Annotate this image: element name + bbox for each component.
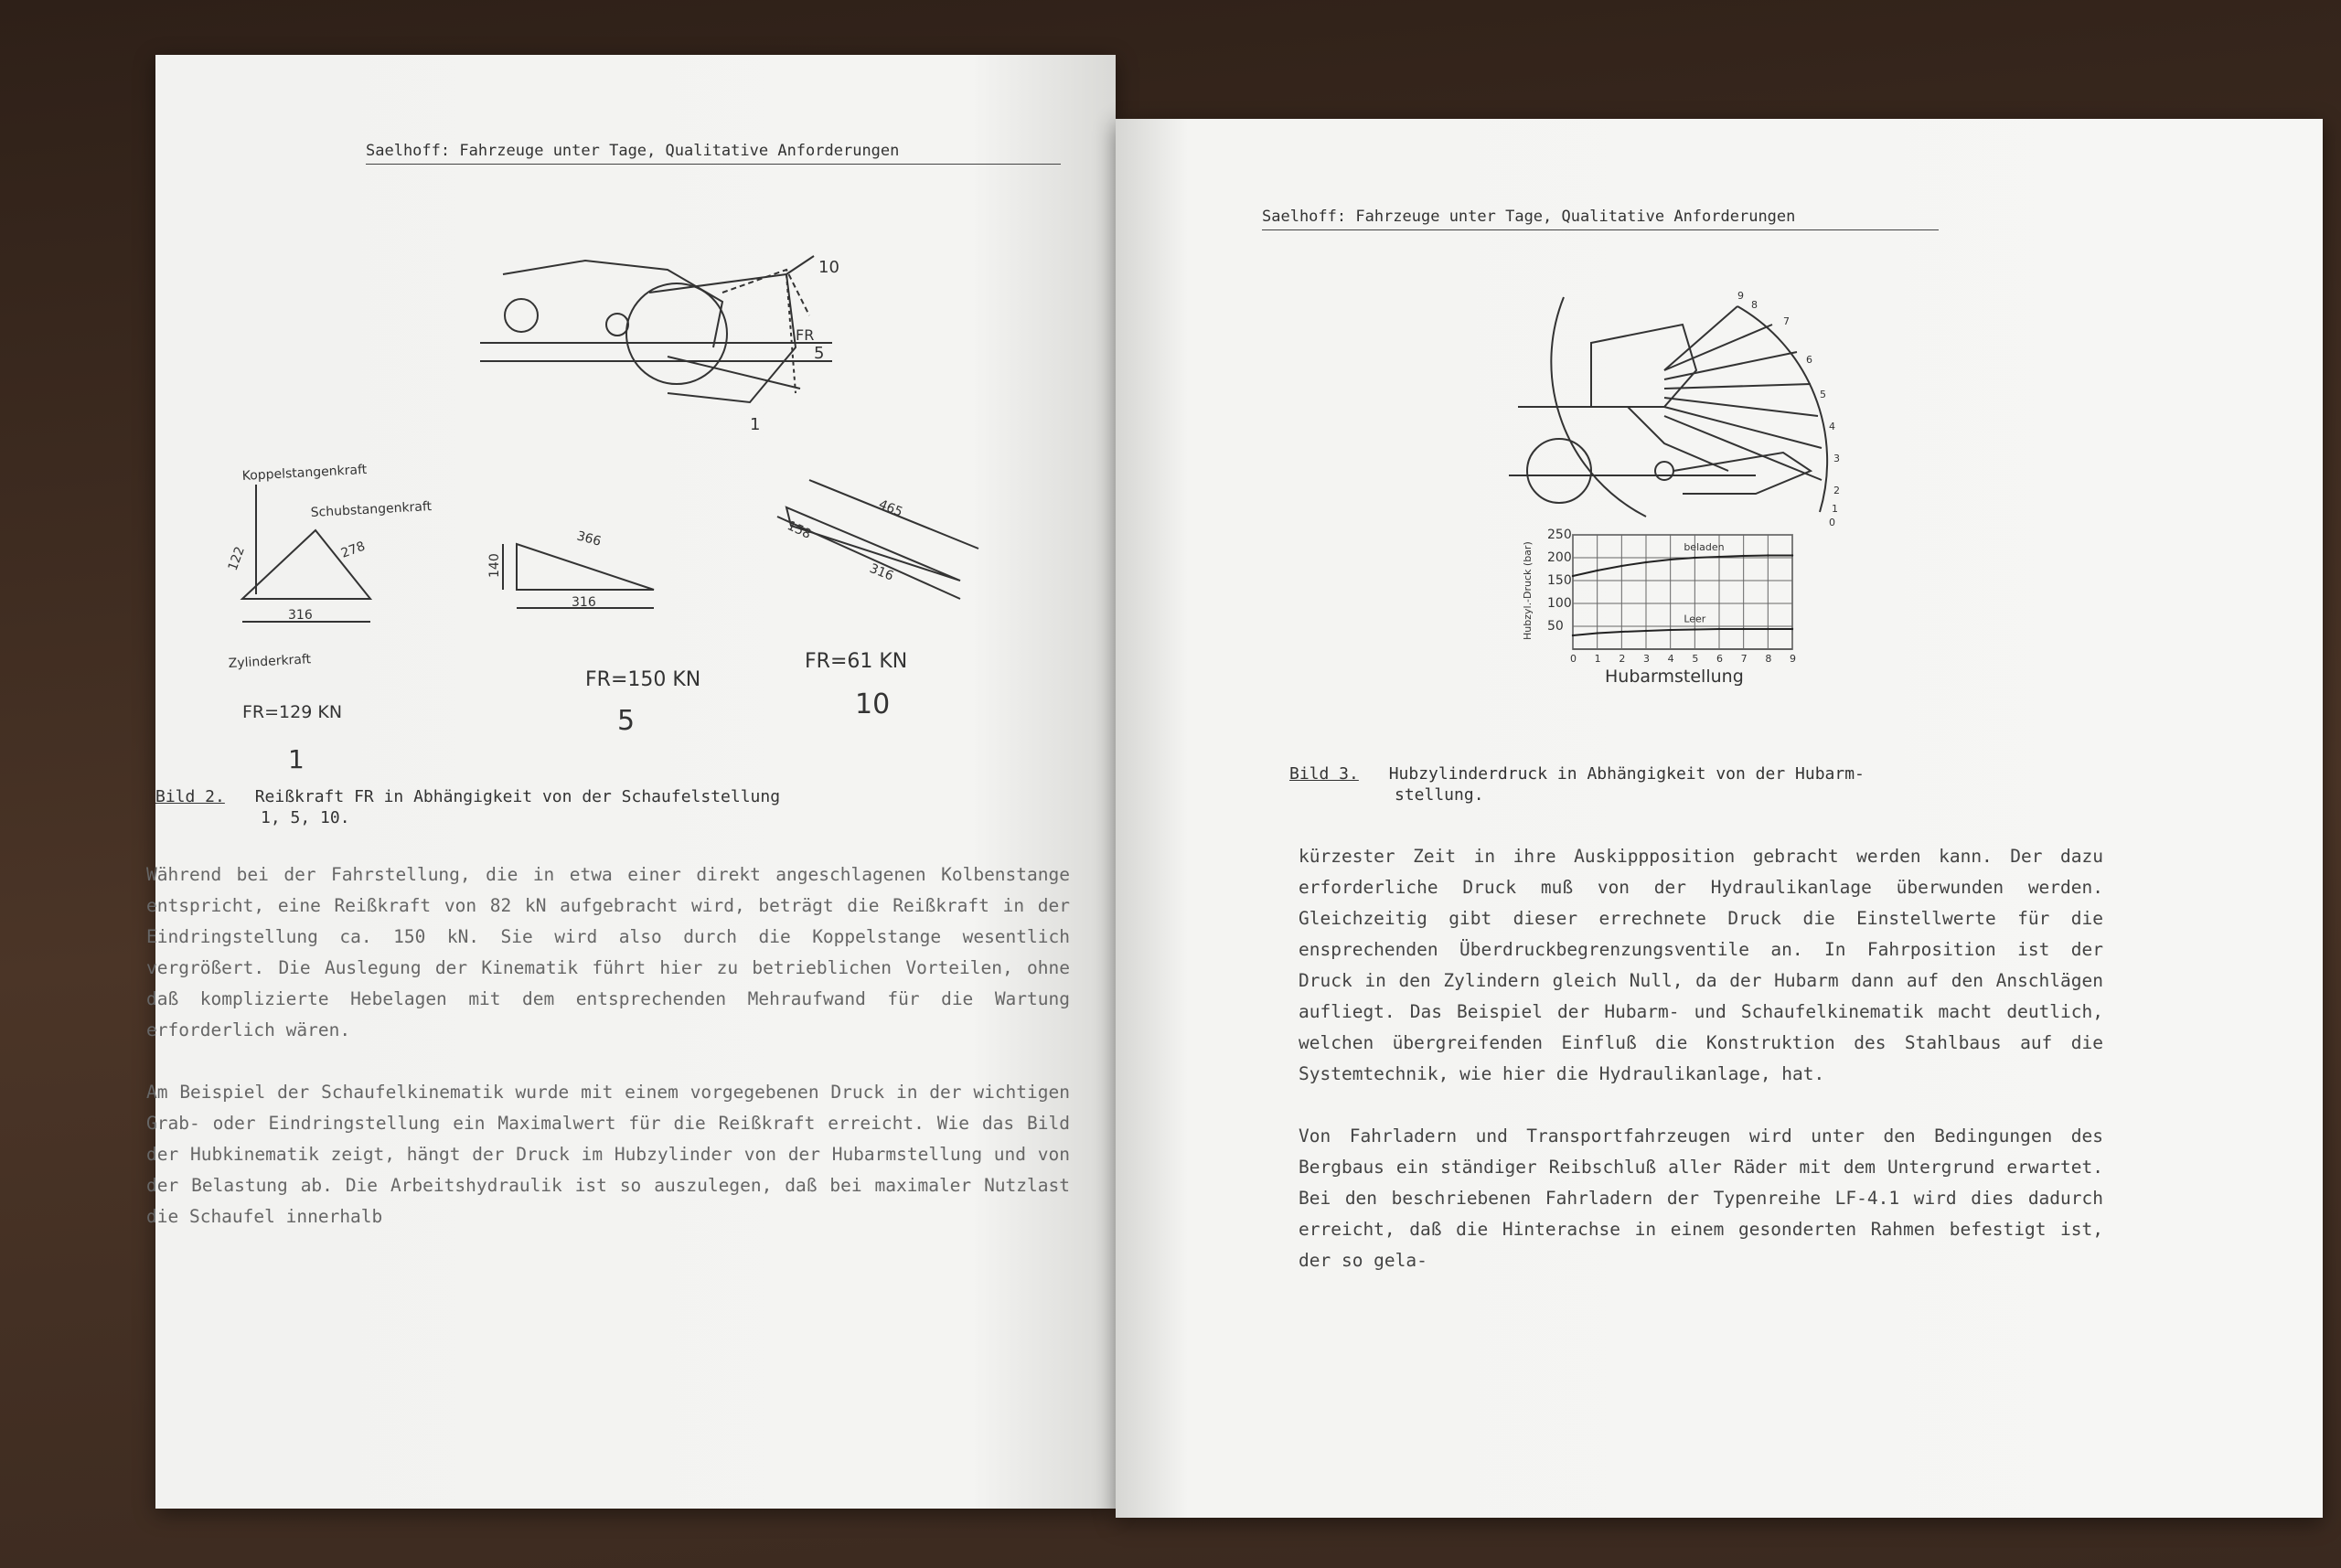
- chart-point-Leer: [1596, 632, 1598, 634]
- chart-labels: [1547, 528, 1796, 665]
- chart-x-tick-label: 3: [1643, 653, 1650, 665]
- chart-y-tick-label: 50: [1547, 619, 1564, 634]
- tri5-side-c: 316: [572, 595, 596, 610]
- chart-series-label-Leer: Leer: [1684, 613, 1706, 625]
- chart-point-beladen: [1718, 556, 1720, 558]
- figure-3-arc-numbers: [1737, 270, 1865, 528]
- chart-point-Leer: [1791, 628, 1793, 630]
- right-body-text: [1299, 841, 2103, 1307]
- fr-value-position-1: FR=129 KN: [242, 702, 343, 722]
- chart-x-tick-label: 9: [1790, 653, 1796, 665]
- label-schubstangenkraft: Schubstangenkraft: [310, 499, 433, 520]
- tri1-side-c: 316: [288, 608, 313, 623]
- chart-x-label: Hubarmstellung: [1605, 667, 1744, 687]
- chart-x-tick-label: 7: [1740, 653, 1748, 665]
- figure-3-caption: [1289, 763, 2112, 806]
- bucket-kinematics-sketch: [480, 256, 832, 402]
- tri5-side-b: 366: [574, 528, 603, 549]
- position-number-1: 1: [288, 744, 305, 774]
- arc-number-9: 9: [1737, 290, 1744, 302]
- tri10-side-b: 465: [876, 496, 905, 520]
- fr-value-position-5: FR=150 KN: [585, 668, 701, 691]
- chart-x-tick-label: 6: [1716, 653, 1723, 665]
- right-page: [1116, 119, 2323, 1518]
- arc-number-7: 7: [1783, 315, 1790, 327]
- position-number-5: 5: [617, 705, 636, 737]
- figure-3-caption-label: Bild 3.: [1289, 764, 1359, 784]
- chart-point-beladen: [1767, 554, 1769, 556]
- fig2-fr-mark: FR: [796, 326, 815, 344]
- chart-point-Leer: [1620, 631, 1622, 633]
- chart-point-Leer: [1694, 628, 1695, 630]
- arc-number-2: 2: [1833, 485, 1840, 496]
- left-paragraph-2: Am Beispiel der Schaufelkinematik wurde mit einem vorgegebenen Druck in der wichtigen Grab- oder Eindringstellung ein Maximalwert für die Reißkraft erreicht. Wie das Bild der Hubkinematik zeigt, hängt der Druck im Hubzylinder von der Hubarmstellung und von der Belastung ab. Die Arbeitshydraulik ist so auszulegen, daß bei maximaler Nutzlast die Schaufel innerhalb: [146, 1082, 1070, 1227]
- figure-2-drawing: [155, 165, 1116, 823]
- chart-x-tick-label: 8: [1765, 653, 1772, 665]
- figure-2-caption-line1: Reißkraft FR in Abhängigkeit von der Schaufelstellung: [254, 787, 781, 806]
- right-paragraph-1: kürzester Zeit in ihre Auskippposition gebracht werden kann. Der dazu erforderliche Druck muß von der Hydraulikanlage überwunden werden. Gleichzeitig gibt dieser errechnete Druck die Einstellwerte für die ensprechenden Überdruckbegrenzungsventile an. In Fahrposition ist der Druck in den Zylindern gleich Null, da der Hubarm dann auf den Anschlägen aufliegt. Das Beispiel der Hubarm- und Schaufelkinematik macht deutlich, welchen übergreifenden Einfluß die Konstruktion des Stahlbaus auf die Systemtechnik, wie hier die Hydraulikanlage, hat.: [1299, 846, 2103, 1084]
- fig2-position-10-mark: 10: [818, 258, 839, 277]
- chart-point-Leer: [1718, 628, 1720, 630]
- figure-2-caption: [155, 786, 1088, 829]
- position-number-10: 10: [855, 688, 891, 720]
- chart-x-tick-label: 4: [1667, 653, 1674, 665]
- chart-y-tick-label: 200: [1547, 550, 1572, 565]
- tri1-side-a: 122: [225, 544, 248, 573]
- chart-series-line-beladen: [1573, 556, 1792, 577]
- running-head-right: Saelhoff: Fahrzeuge unter Tage, Qualitative Anforderungen: [1262, 208, 1939, 230]
- chart-point-Leer: [1669, 629, 1671, 631]
- left-paragraph-1: Während bei der Fahrstellung, die in etwa einer direkt angeschlagenen Kolbenstange entspricht, eine Reißkraft von 82 kN aufgebracht wird, beträgt die Reißkraft in der Eindringstellung ca. 150 kN. Sie wird also durch die Koppelstange wesentlich vergrößert. Die Auslegung der Kinematik führt hier zu betrieblichen Vorteilen, ohne daß komplizierte Hebelagen mit dem entsprechenden Mehraufwand für die Wartung erforderlich wären.: [146, 864, 1070, 1040]
- chart-point-beladen: [1742, 555, 1744, 557]
- figure-2-caption-line2: 1, 5, 10.: [261, 808, 350, 828]
- chart-point-beladen: [1596, 570, 1598, 571]
- chart-point-Leer: [1645, 630, 1647, 632]
- chart-series-label-beladen: beladen: [1684, 541, 1725, 553]
- tri5-side-a: 140: [487, 553, 502, 578]
- figure-3-caption-line1: Hubzylinderdruck in Abhängigkeit von der Hubarm-: [1388, 764, 1865, 784]
- arc-number-3: 3: [1833, 453, 1840, 464]
- arc-number-0: 0: [1829, 517, 1835, 528]
- figure-3-lift-sketch: [1481, 270, 1957, 526]
- tri10-side-a: 158: [785, 518, 814, 542]
- tri10-side-c: 316: [867, 560, 896, 584]
- running-head-left: Saelhoff: Fahrzeuge unter Tage, Qualitative Anforderungen: [366, 142, 1061, 165]
- hub-cylinder-pressure-chart: [1518, 521, 1811, 686]
- chart-point-Leer: [1742, 628, 1744, 630]
- chart-point-Leer: [1767, 628, 1769, 630]
- chart-y-tick-label: 100: [1547, 596, 1572, 611]
- chart-x-tick-label: 1: [1594, 653, 1601, 665]
- fig2-position-1-mark: 1: [750, 415, 761, 434]
- left-body-text: [146, 859, 1070, 1264]
- chart-point-Leer: [1572, 635, 1574, 636]
- arc-number-5: 5: [1820, 389, 1826, 400]
- chart-x-tick-label: 0: [1570, 653, 1577, 665]
- chart-y-tick-label: 150: [1547, 573, 1572, 588]
- chart-x-tick-label: 2: [1619, 653, 1626, 665]
- chart-x-tick-label: 5: [1692, 653, 1699, 665]
- chart-series-line-Leer: [1573, 629, 1792, 635]
- arc-number-1: 1: [1832, 503, 1838, 515]
- tri1-side-b: 278: [338, 539, 368, 561]
- arc-number-6: 6: [1806, 354, 1812, 366]
- chart-point-beladen: [1645, 561, 1647, 563]
- chart-point-beladen: [1620, 565, 1622, 567]
- figure-2-caption-label: Bild 2.: [155, 787, 225, 806]
- left-page: [146, 55, 1116, 1509]
- right-paragraph-2: Von Fahrladern und Transportfahrzeugen wird unter den Bedingungen des Bergbaus ein ständiger Reibschluß aller Räder mit dem Untergrund erwartet. Bei den beschriebenen Fahrladern der Typenreihe LF-4.1 wird dies dadurch erreicht, daß die Hinterachse in einem gesonderten Rahmen befestigt ist, der so gela-: [1299, 1125, 2103, 1271]
- fig2-position-5-mark: 5: [814, 344, 825, 363]
- chart-y-tick-label: 250: [1547, 528, 1572, 542]
- chart-point-beladen: [1791, 554, 1793, 556]
- chart-point-beladen: [1694, 557, 1695, 559]
- fr-value-position-10: FR=61 KN: [805, 650, 908, 673]
- chart-y-label: Hubzyl.-Druck (bar): [1522, 541, 1534, 640]
- figure-3-caption-line2: stellung.: [1395, 785, 1484, 805]
- chart-series: [1572, 554, 1793, 636]
- arc-number-4: 4: [1829, 421, 1835, 432]
- label-koppelstangenkraft: Koppelstangenkraft: [241, 462, 368, 484]
- arc-number-8: 8: [1751, 299, 1758, 311]
- label-zylinderkraft: Zylinderkraft: [228, 652, 312, 671]
- chart-point-beladen: [1572, 575, 1574, 577]
- chart-point-beladen: [1669, 559, 1671, 560]
